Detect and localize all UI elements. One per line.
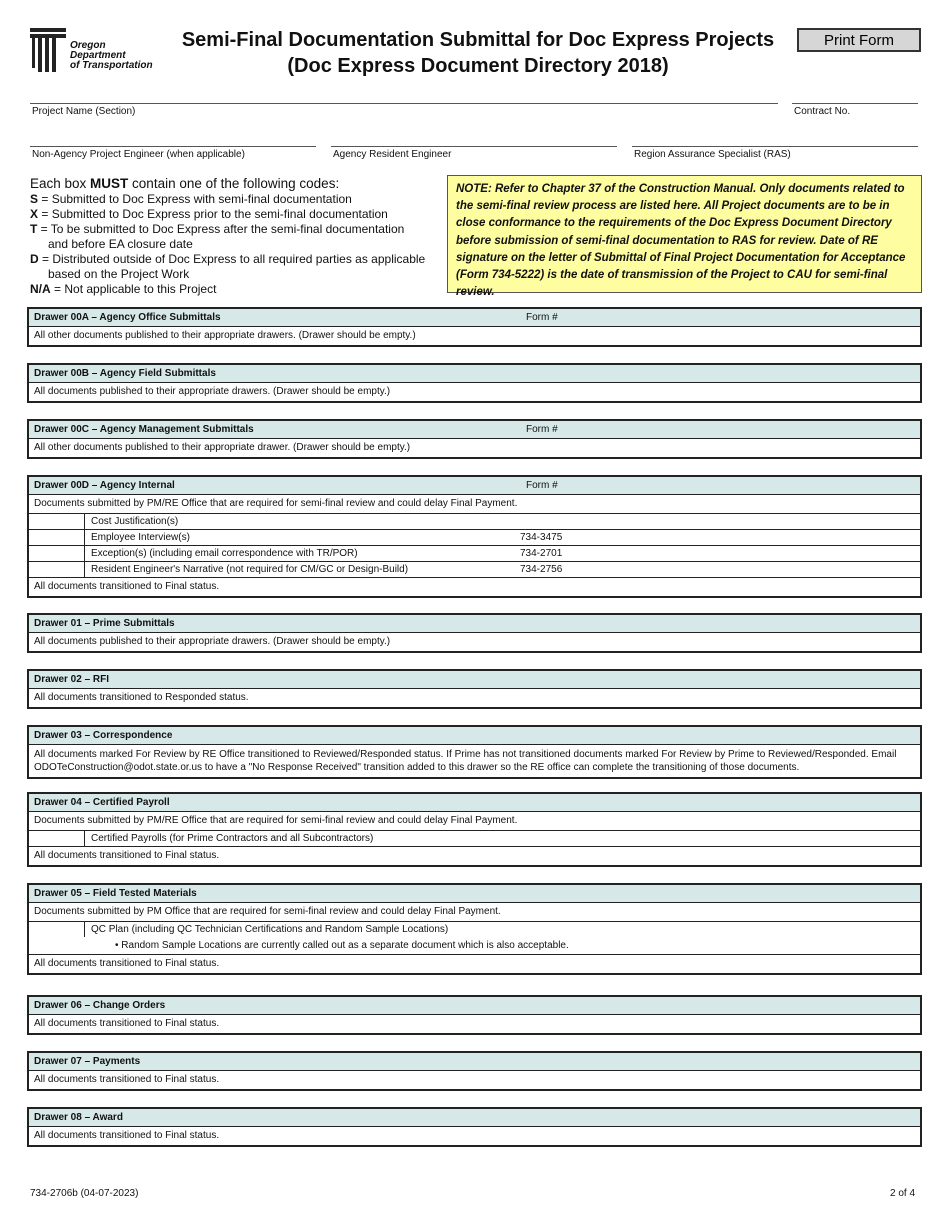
code-na: N/A = Not applicable to this Project	[30, 282, 217, 296]
drawer-header: Drawer 00D – Agency Internal Form #	[29, 477, 920, 495]
checklist-note	[29, 937, 920, 955]
contract-no-label: Contract No.	[794, 106, 851, 117]
drawer-row: All documents marked For Review by RE Office transitioned to Reviewed/Responded status. If Prime has not transitioned documents marked For Review by Prime to Reviewed/Responded. Email ODOTeConstruction@odot.state.or.us to have a "No Response Received" transition added to this drawer so the RE office can complete the transitioning of those documents.	[34, 749, 897, 773]
form-number-header: Form #	[526, 312, 558, 323]
agency-resident-engineer-input[interactable]	[331, 146, 617, 147]
code-entry-box[interactable]	[29, 562, 85, 577]
item-form-number: 734-2701	[520, 548, 563, 559]
form-number: 734-2706b (04-07-2023)	[30, 1188, 139, 1199]
drawer-header: Drawer 00A – Agency Office Submittals Form #	[29, 309, 920, 327]
drawer-03	[27, 725, 922, 779]
drawer-00c	[27, 419, 922, 459]
drawer-row: All documents transitioned to Final status.	[34, 1018, 220, 1029]
codes-intro: Each box MUST contain one of the following codes:	[30, 176, 340, 191]
item-form-number: 734-3475	[520, 532, 563, 543]
drawer-header: Drawer 00C – Agency Management Submittals Form #	[29, 421, 920, 439]
item-label: Resident Engineer's Narrative (not required for CM/GC or Design-Build)	[91, 564, 409, 575]
region-assurance-input[interactable]	[632, 146, 918, 147]
agency-name: Oregon Department of Transportation	[70, 40, 153, 71]
drawer-row: All documents transitioned to Final status.	[34, 958, 220, 969]
project-name-label: Project Name (Section)	[32, 106, 136, 117]
note-box: NOTE: Refer to Chapter 37 of the Construction Manual. Only documents related to the semi-final review process are listed here. All Project documents are to be in close conformance to the requirements of the Doc Express Document Directory before submission of semi-final documentation to RAS for review. Date of RE signature on the letter of Submittal of Final Project Documentation for Acceptance (Form 734-5222) is the date of transmission of the Project to CAU for semi-final review.	[447, 175, 922, 293]
drawer-row: All documents transitioned to Final status.	[34, 581, 220, 592]
code-entry-box[interactable]	[29, 831, 85, 846]
contract-no-input[interactable]	[792, 103, 918, 104]
checklist-item	[29, 530, 920, 546]
project-name-input[interactable]	[30, 103, 778, 104]
drawer-header: Drawer 05 – Field Tested Materials	[29, 885, 920, 903]
drawer-07	[27, 1051, 922, 1091]
item-label: QC Plan (including QC Technician Certifications and Random Sample Locations)	[91, 924, 449, 935]
item-form-number: 734-2756	[520, 564, 563, 575]
item-note: • Random Sample Locations are currently called out as a separate document which is also acceptable.	[115, 940, 569, 951]
checklist-item	[29, 514, 920, 530]
code-entry-box[interactable]	[29, 530, 85, 545]
drawer-row: All documents published to their appropriate drawers. (Drawer should be empty.)	[34, 386, 391, 397]
drawer-row: All other documents published to their appropriate drawers. (Drawer should be empty.)	[34, 330, 416, 341]
drawer-row: All documents published to their appropriate drawers. (Drawer should be empty.)	[34, 636, 391, 647]
agency-resident-engineer-label: Agency Resident Engineer	[333, 149, 452, 160]
drawer-05	[27, 883, 922, 975]
drawer-header: Drawer 08 – Award	[29, 1109, 920, 1127]
code-t-cont: and before EA closure date	[48, 237, 193, 251]
code-entry-box[interactable]	[29, 514, 85, 529]
region-assurance-label: Region Assurance Specialist (RAS)	[634, 149, 791, 160]
code-entry-box[interactable]	[29, 922, 85, 937]
drawer-row: Documents submitted by PM/RE Office that are required for semi-final review and could delay Final Payment.	[29, 812, 920, 831]
drawer-row: All documents transitioned to Final status.	[34, 1130, 220, 1141]
print-form-button[interactable]: Print Form	[797, 28, 921, 52]
page-number: 2 of 4	[890, 1188, 916, 1199]
code-entry-box[interactable]	[29, 546, 85, 561]
drawer-header: Drawer 00B – Agency Field Submittals	[29, 365, 920, 383]
drawer-row: All documents transitioned to Final status.	[34, 850, 220, 861]
odot-emblem-icon	[30, 28, 66, 74]
item-label: Cost Justification(s)	[91, 516, 179, 527]
checklist-item	[29, 562, 920, 578]
drawer-00a	[27, 307, 922, 347]
drawer-header: Drawer 01 – Prime Submittals	[29, 615, 920, 633]
drawer-02	[27, 669, 922, 709]
drawer-00d	[27, 475, 922, 598]
code-x: X = Submitted to Doc Express prior to the semi-final documentation	[30, 207, 388, 221]
code-d: D = Distributed outside of Doc Express to all required parties as applicable	[30, 252, 426, 266]
non-agency-engineer-input[interactable]	[30, 146, 316, 147]
drawer-01	[27, 613, 922, 653]
checklist-item	[29, 831, 920, 847]
drawer-header: Drawer 07 – Payments	[29, 1053, 920, 1071]
item-label: Employee Interview(s)	[91, 532, 190, 543]
drawer-header: Drawer 03 – Correspondence	[29, 727, 920, 745]
form-number-header: Form #	[526, 424, 558, 435]
code-t: T = To be submitted to Doc Express after the semi-final documentation	[30, 222, 405, 236]
drawer-row: Documents submitted by PM Office that are required for semi-final review and could delay Final Payment.	[29, 903, 920, 922]
page-title: Semi-Final Documentation Submittal for Doc Express Projects (Doc Express Document Directory 2018)	[181, 29, 775, 77]
code-s: S = Submitted to Doc Express with semi-final documentation	[30, 192, 352, 206]
drawer-08	[27, 1107, 922, 1147]
drawer-header: Drawer 06 – Change Orders	[29, 997, 920, 1015]
item-label: Exception(s) (including email correspondence with TR/POR)	[91, 548, 358, 559]
odot-logo	[30, 28, 180, 78]
drawer-06	[27, 995, 922, 1035]
checklist-item	[29, 546, 920, 562]
checklist-item	[29, 922, 920, 937]
item-label: Certified Payrolls (for Prime Contractors and all Subcontractors)	[91, 833, 374, 844]
drawer-04	[27, 792, 922, 867]
codes-legend	[30, 175, 440, 297]
drawer-00b	[27, 363, 922, 403]
drawer-header: Drawer 04 – Certified Payroll	[29, 794, 920, 812]
drawer-row: All other documents published to their appropriate drawer. (Drawer should be empty.)	[34, 442, 411, 453]
form-number-header: Form #	[526, 480, 558, 491]
drawer-row: All documents transitioned to Final status.	[34, 1074, 220, 1085]
code-d-cont: based on the Project Work	[48, 267, 190, 281]
non-agency-engineer-label: Non-Agency Project Engineer (when applicable)	[32, 149, 245, 160]
drawer-row: All documents transitioned to Responded status.	[34, 692, 249, 703]
drawer-row: Documents submitted by PM/RE Office that are required for semi-final review and could delay Final Payment.	[29, 495, 920, 514]
drawer-header: Drawer 02 – RFI	[29, 671, 920, 689]
